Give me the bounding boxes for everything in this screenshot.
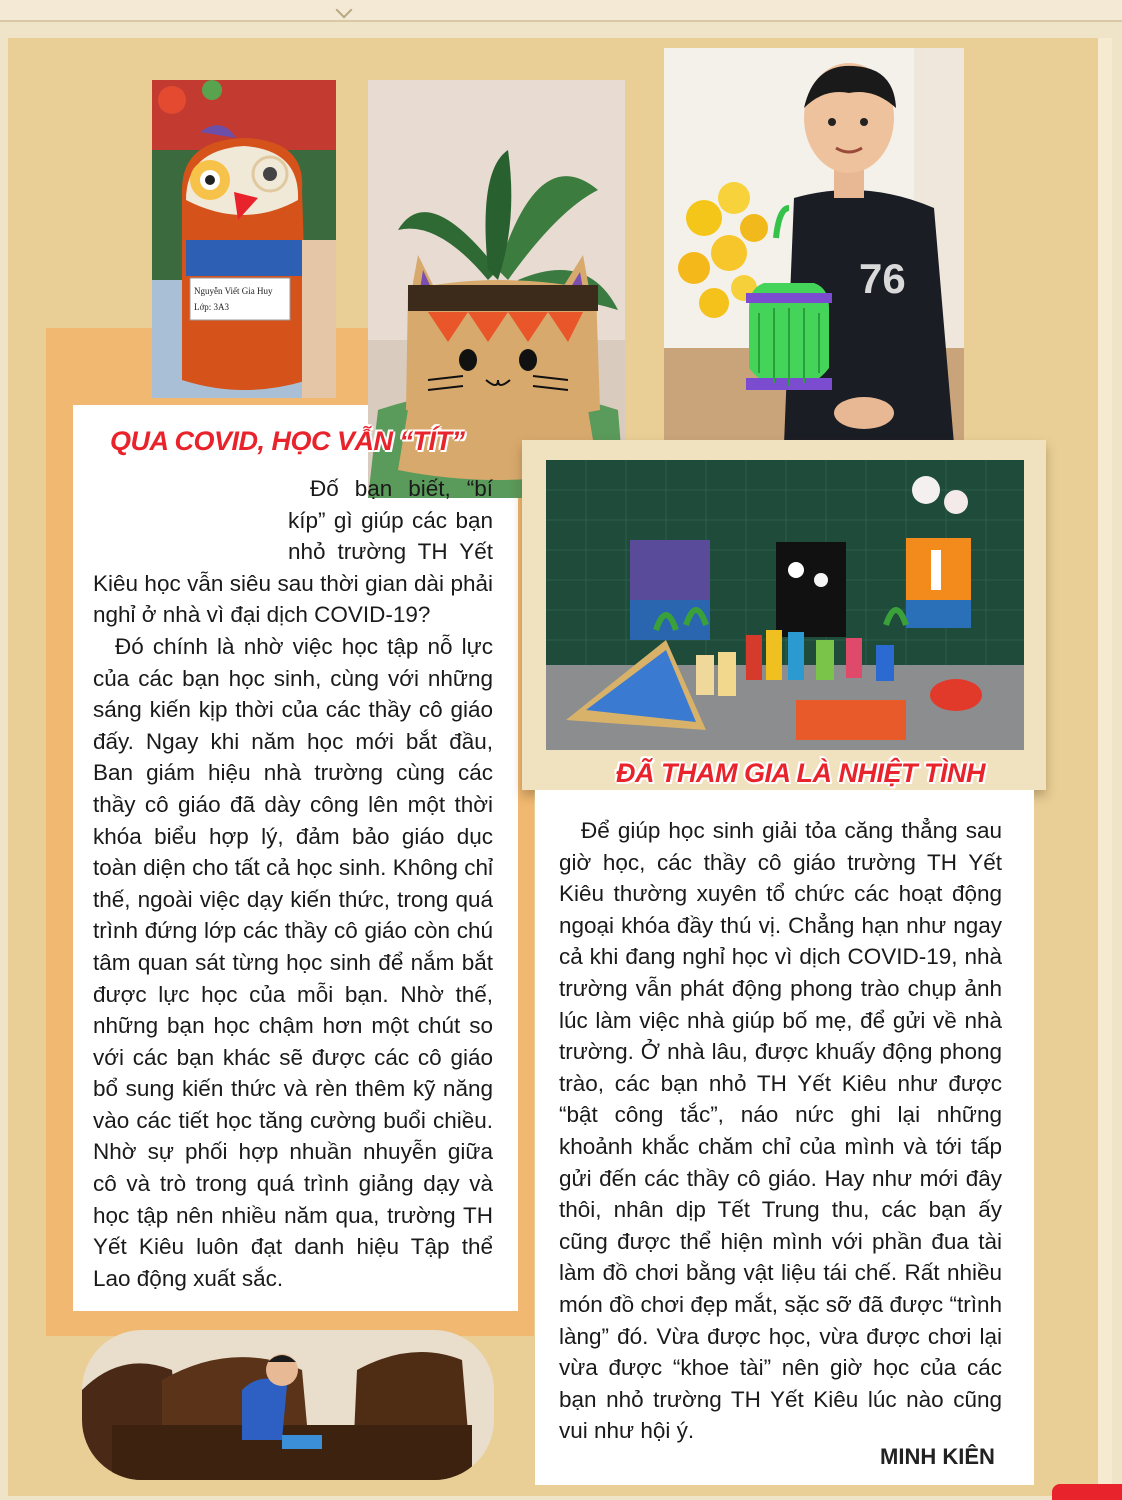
page-edge	[1098, 38, 1112, 1496]
section-2-heading: ĐÃ THAM GIA LÀ NHIỆT TÌNH	[616, 758, 985, 788]
photo-toy-display	[546, 460, 1024, 750]
magazine-logo-corner	[1052, 1484, 1122, 1500]
photo-boy-lantern	[664, 48, 964, 444]
section-2-body	[559, 815, 1002, 1447]
owl-class-tag: Lớp: 3A3	[194, 302, 230, 312]
owl-name-tag: Nguyễn Viết Gia Huy	[194, 286, 273, 296]
author-byline: MINH KIÊN	[880, 1444, 995, 1469]
section-2-paragraph-1: Để giúp học sinh giải tỏa căng thẳng sau giờ học, các thầy cô giáo trường TH Yết Kiêu thường xuyên tổ chức các hoạt động ngoại khóa đầy thú vị. Chẳng hạn như ngay cả khi đang nghỉ học vì dịch COVID-19, nhà trường vẫn phát động phong trào chụp ảnh lúc làm việc nhà giúp bố mẹ, để gửi về nhà trường. Ở nhà lâu, được khuấy động phong trào, các bạn nhỏ TH Yết Kiêu như được “bật công tắc”, náo nức ghi lại những khoảnh khắc chăm chỉ của mình và tới tấp gửi đến các thầy cô giáo. Hay như mới đây thôi, nhân dịp Tết Trung thu, các bạn ấy cũng được thể hiện mình với phần đua tài làm đồ chơi bằng vật liệu tái chế. Rất nhiều món đồ chơi đẹp mắt, sặc sỡ đã được “trình làng” đó. Vừa được học, vừa được chơi lại vừa được “khoe tài” nên giờ học của các bạn nhỏ trường TH Yết Kiêu lúc nào cũng vui như hội ý.	[559, 818, 1002, 1444]
shirt-number: 76	[859, 255, 906, 302]
chevron-down-icon[interactable]	[336, 2, 353, 19]
photo-bottle-owl	[152, 80, 336, 398]
section-1-paragraph-1	[93, 473, 493, 631]
section-1-heading: QUA COVID, HỌC VẪN “TÍT”	[110, 426, 465, 456]
section-1-paragraph-1-text: Đố bạn biết, “bí kíp” gì giúp các bạn nhỏ trường TH Yết Kiêu học vẫn siêu sau thời gian dài phải nghỉ ở nhà vì đại dịch COVID-19?	[93, 476, 493, 628]
photo-boy-cleaning	[82, 1330, 494, 1480]
section-1-paragraph-2: Đó chính là nhờ việc học tập nỗ lực của các bạn học sinh, cùng với những sáng kiến kịp thời của các thầy cô giáo đấy. Ngay khi năm học mới bắt đầu, Ban giám hiệu nhà trường cùng các thầy cô giáo đã dày công lên một thời khóa biểu hợp lý, đảm bảo giáo dục toàn diện cho tất cả học sinh. Không chỉ thế, ngoài việc dạy kiến thức, trong quá trình đứng lớp các thầy cô giáo còn chú tâm quan sát từng học sinh để nắm bắt được lực học của mỗi bạn. Nhờ thế, những bạn học chậm hơn một chút so với các bạn khác sẽ được các cô giáo bổ sung kiến thức và rèn thêm kỹ năng vào các tiết học tăng cường buổi chiều. Nhờ sự phối hợp nhuần nhuyễn giữa cô và trò trong quá trình giảng dạy và học tập nên nhiều năm qua, trường TH Yết Kiêu luôn đạt danh hiệu Tập thể Lao động xuất sắc.	[93, 633, 493, 1291]
text-wrap-spacer	[93, 473, 288, 538]
top-toolbar-strip	[0, 0, 1122, 22]
section-1-body	[93, 473, 493, 1294]
